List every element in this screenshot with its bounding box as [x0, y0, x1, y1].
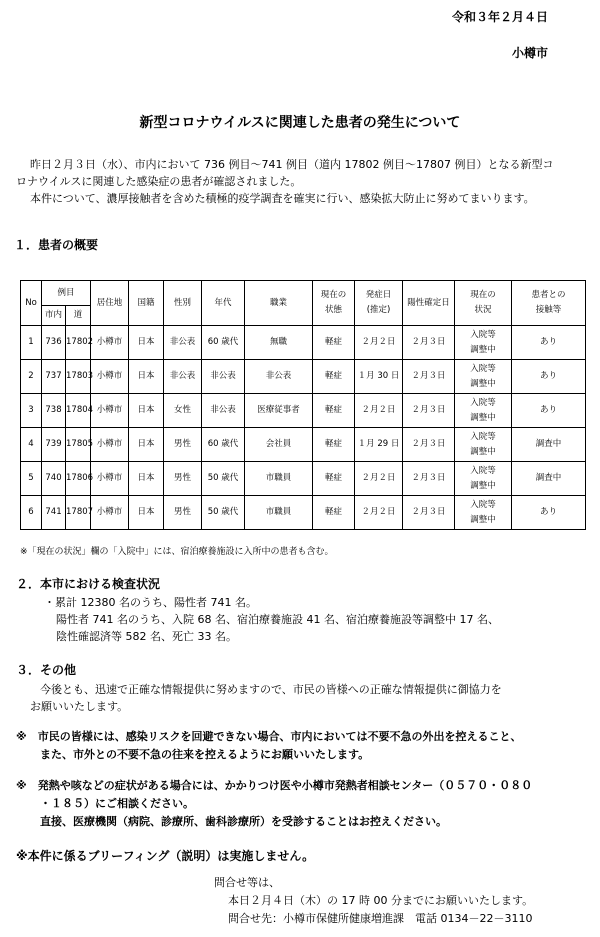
cell-nationality: 日本: [129, 326, 164, 360]
cell-nationality: 日本: [129, 496, 164, 530]
notice-2-line-2: ・１８５）にご相談ください。: [40, 797, 194, 810]
cell-nationality: 日本: [129, 394, 164, 428]
cell-sex: 非公表: [164, 326, 202, 360]
cell-sex: 男性: [164, 496, 202, 530]
section-1-heading: １．患者の概要: [14, 238, 99, 252]
cell-nationality: 日本: [129, 462, 164, 496]
cell-contact: あり: [512, 496, 586, 530]
cell-status: [455, 326, 512, 360]
cell-condition: 軽症: [313, 360, 355, 394]
cell-positive-date: ２月３日: [403, 428, 455, 462]
col-status-l2: 状況: [474, 305, 492, 315]
section-2-heading: ２．本市における検査状況: [16, 577, 161, 591]
contact-lead: 問合せ等は、: [214, 876, 280, 889]
cell-contact: あり: [512, 394, 586, 428]
cell-city-no: 740: [42, 462, 66, 496]
cell-city-no: 736: [42, 326, 66, 360]
cell-nationality: 日本: [129, 428, 164, 462]
col-condition-l1: 現在の: [320, 290, 347, 300]
table-note: ※「現在の状況」欄の「入院中」には、宿泊療養施設に入所中の患者も含む。: [20, 547, 334, 557]
table-row: [21, 394, 586, 428]
cell-residence: 小樽市: [91, 326, 129, 360]
table-row: [21, 360, 586, 394]
cell-onset: ２月２日: [355, 462, 403, 496]
cell-status-l1: 入院等: [470, 465, 496, 476]
cell-contact: 調査中: [512, 428, 586, 462]
cell-positive-date: ２月３日: [403, 496, 455, 530]
cell-positive-date: ２月３日: [403, 360, 455, 394]
cell-city-no: 739: [42, 428, 66, 462]
cell-status-l2: 調整中: [470, 344, 496, 355]
cell-no: 2: [21, 360, 42, 394]
intro-line-2: ロナウイルスに関連した感染症の患者が確認されました。: [16, 175, 302, 188]
col-city-no: 市内: [42, 306, 66, 326]
cell-status: [455, 394, 512, 428]
cell-hokkaido-no: 17806: [66, 462, 91, 496]
cell-contact: 調査中: [512, 462, 586, 496]
cell-onset: ２月２日: [355, 496, 403, 530]
document-date: 令和３年２月４日: [451, 10, 548, 24]
notice-1-line-2: また、市外との不要不急の往来を控えるようにお願いいたします。: [40, 748, 370, 761]
cell-status-l2: 調整中: [470, 514, 496, 525]
cell-city-no: 737: [42, 360, 66, 394]
cell-age: 60 歳代: [202, 428, 245, 462]
cell-status-l2: 調整中: [470, 480, 496, 491]
section-3-line-2: お願いいたします。: [30, 700, 129, 713]
col-contact: [512, 281, 586, 326]
col-residence: 居住地: [91, 281, 129, 326]
cell-contact: あり: [512, 360, 586, 394]
notice-2-line-1: ※ 発熱や咳などの症状がある場合には、かかりつけ医や小樽市発熱者相談センター（０５７０・０８０: [16, 779, 533, 792]
cell-status: [455, 462, 512, 496]
patient-table: [20, 280, 586, 530]
cell-residence: 小樽市: [91, 360, 129, 394]
col-status: [455, 281, 512, 326]
cell-condition: 軽症: [313, 462, 355, 496]
col-contact-l2: 接触等: [535, 305, 562, 315]
cell-condition: 軽症: [313, 428, 355, 462]
cell-status: [455, 360, 512, 394]
col-condition: [313, 281, 355, 326]
notice-1-line-1: ※ 市民の皆様には、感染リスクを回避できない場合、市内においては不要不急の外出を控えること、: [16, 730, 522, 743]
cell-onset: １月 30 日: [355, 360, 403, 394]
cell-age: 50 歳代: [202, 462, 245, 496]
col-job: 職業: [245, 281, 313, 326]
cell-sex: 女性: [164, 394, 202, 428]
cell-condition: 軽症: [313, 326, 355, 360]
contact-time: 本日２月４日（木）の 17 時 00 分までにお願いいたします。: [228, 894, 534, 907]
notice-2-line-3: 直接、医療機関（病院、診療所、歯科診療所）を受診することはお控えください。: [40, 815, 447, 828]
col-case: 例目: [42, 281, 91, 306]
table-row: [21, 496, 586, 530]
col-condition-l2: 状態: [325, 305, 343, 315]
cell-hokkaido-no: 17807: [66, 496, 91, 530]
cell-status-l2: 調整中: [470, 412, 496, 423]
cell-job: 市職員: [245, 462, 313, 496]
table-row: [21, 428, 586, 462]
cell-age: 60 歳代: [202, 326, 245, 360]
cell-city-no: 741: [42, 496, 66, 530]
cell-no: 4: [21, 428, 42, 462]
cell-status-l1: 入院等: [470, 431, 496, 442]
cell-city-no: 738: [42, 394, 66, 428]
col-contact-l1: 患者との: [531, 290, 566, 300]
cell-condition: 軽症: [313, 496, 355, 530]
cell-positive-date: ２月３日: [403, 462, 455, 496]
cell-hokkaido-no: 17804: [66, 394, 91, 428]
cell-residence: 小樽市: [91, 428, 129, 462]
cell-sex: 男性: [164, 428, 202, 462]
col-sex: 性別: [164, 281, 202, 326]
cell-residence: 小樽市: [91, 394, 129, 428]
cell-positive-date: ２月３日: [403, 394, 455, 428]
table-row: [21, 462, 586, 496]
col-status-l1: 現在の: [470, 290, 496, 300]
cell-job: 非公表: [245, 360, 313, 394]
section-2-line-3: 陰性確認済等 582 名、死亡 33 名。: [56, 630, 237, 643]
section-3-line-1: 今後とも、迅速で正確な情報提供に努めますので、市民の皆様への正確な情報提供に御協力を: [40, 683, 502, 696]
cell-residence: 小樽市: [91, 462, 129, 496]
document-title: 新型コロナウイルスに関連した患者の発生について: [139, 115, 461, 131]
col-onset-l2: (推定): [366, 305, 391, 315]
col-hokkaido-no: 道: [66, 306, 91, 326]
cell-nationality: 日本: [129, 360, 164, 394]
cell-status-l2: 調整中: [470, 378, 496, 389]
section-3-heading: ３．その他: [16, 663, 77, 677]
cell-status-l1: 入院等: [470, 329, 496, 340]
cell-no: 5: [21, 462, 42, 496]
cell-job: 会社員: [245, 428, 313, 462]
col-positive-date: 陽性確定日: [403, 281, 455, 326]
contact-destination: 問合せ先：小樽市保健所健康増進課 電話 0134－22－3110: [228, 912, 533, 925]
cell-hokkaido-no: 17803: [66, 360, 91, 394]
cell-positive-date: ２月３日: [403, 326, 455, 360]
cell-sex: 非公表: [164, 360, 202, 394]
col-onset-l1: 発症日: [365, 290, 392, 300]
section-2-line-2: 陽性者 741 名のうち、入院 68 名、宿泊療養施設 41 名、宿泊療養施設等調整中 17 名、: [56, 613, 499, 626]
cell-residence: 小樽市: [91, 496, 129, 530]
cell-contact: あり: [512, 326, 586, 360]
cell-age: 非公表: [202, 360, 245, 394]
cell-hokkaido-no: 17802: [66, 326, 91, 360]
cell-status-l2: 調整中: [470, 446, 496, 457]
cell-status-l1: 入院等: [470, 499, 496, 510]
cell-age: 非公表: [202, 394, 245, 428]
cell-job: 市職員: [245, 496, 313, 530]
cell-no: 1: [21, 326, 42, 360]
cell-hokkaido-no: 17805: [66, 428, 91, 462]
cell-status: [455, 496, 512, 530]
cell-sex: 男性: [164, 462, 202, 496]
cell-condition: 軽症: [313, 394, 355, 428]
table-row: [21, 326, 586, 360]
col-no: No: [21, 281, 42, 326]
cell-no: 6: [21, 496, 42, 530]
col-nationality: 国籍: [129, 281, 164, 326]
cell-onset: ２月２日: [355, 326, 403, 360]
section-2-line-1: ・累計 12380 名のうち、陽性者 741 名。: [44, 596, 257, 609]
cell-onset: １月 29 日: [355, 428, 403, 462]
intro-line-3: 本件について、濃厚接触者を含めた積極的疫学調査を確実に行い、感染拡大防止に努めてまいります。: [30, 192, 535, 205]
cell-no: 3: [21, 394, 42, 428]
cell-status-l1: 入院等: [470, 363, 496, 374]
col-age: 年代: [202, 281, 245, 326]
cell-job: 医療従事者: [245, 394, 313, 428]
col-onset: [355, 281, 403, 326]
cell-onset: ２月２日: [355, 394, 403, 428]
intro-line-1: 昨日２月３日（水）、市内において 736 例目～741 例目（道内 17802 例目～17807 例目）となる新型コ: [30, 158, 554, 171]
cell-status-l1: 入院等: [470, 397, 496, 408]
cell-job: 無職: [245, 326, 313, 360]
cell-age: 50 歳代: [202, 496, 245, 530]
issuer-city: 小樽市: [511, 46, 548, 60]
briefing-notice: ※本件に係るブリーフィング（説明）は実施しません。: [16, 849, 315, 863]
cell-status: [455, 428, 512, 462]
